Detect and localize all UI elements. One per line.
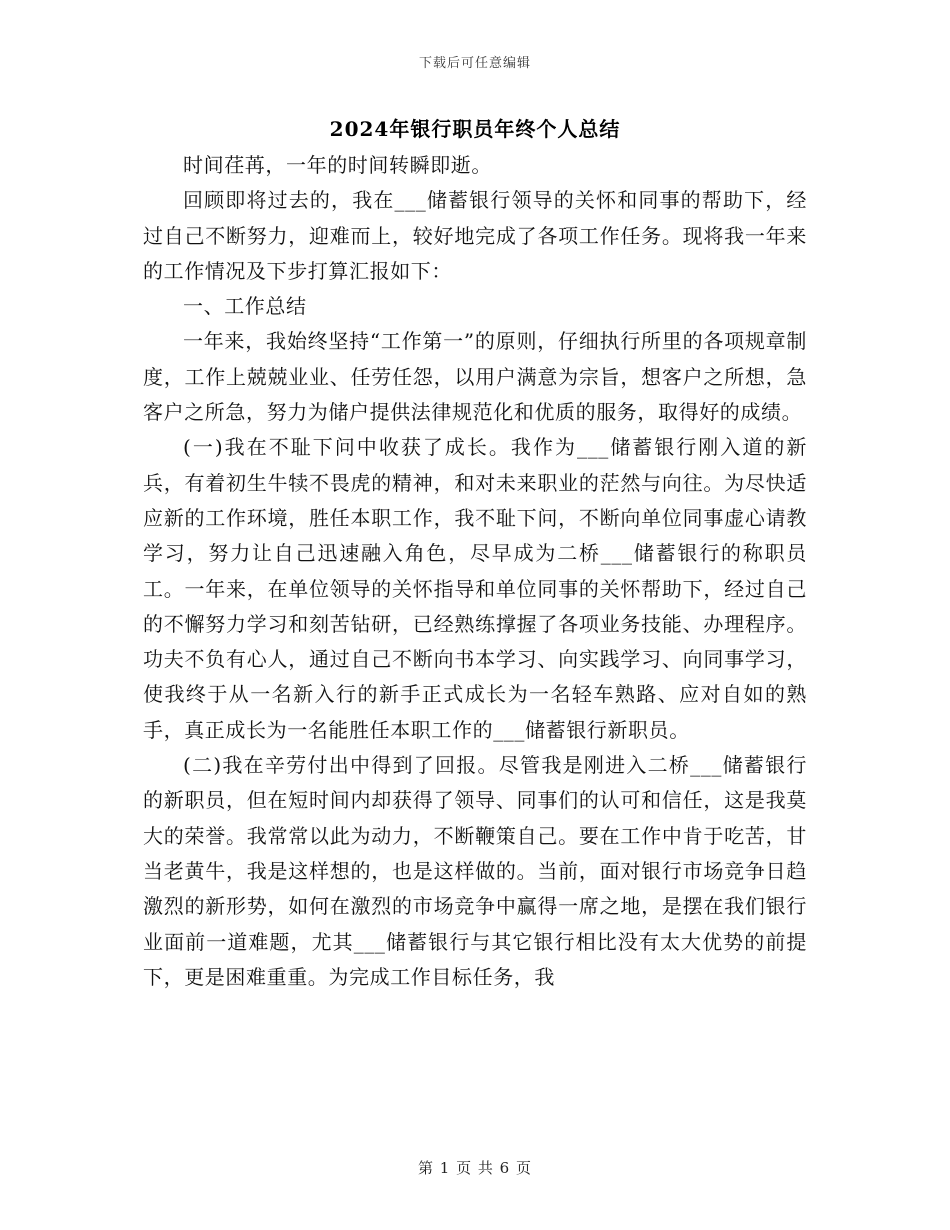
document-body bbox=[143, 148, 807, 995]
paragraph: (二)我在辛劳付出中得到了回报。尽管我是刚进入二桥___储蓄银行的新职员，但在短时间内却获得了领导、同事们的认可和信任，这是我莫大的荣誉。我常常以此为动力，不断鞭策自己。要在工作中肯于吃苦，甘当老黄牛，我是这样想的，也是这样做的。当前，面对银行市场竞争日趋激烈的新形势，如何在激烈的市场竞争中赢得一席之地，是摆在我们银行业面前一道难题，尤其___储蓄银行与其它银行相比没有太大优势的前提下，更是困难重重。为完成工作目标任务，我 bbox=[143, 753, 807, 989]
paragraph: (一)我在不耻下问中收获了成长。我作为___储蓄银行刚入道的新兵，有着初生牛犊不畏虎的精神，和对未来职业的茫然与向往。为尽快适应新的工作环境，胜任本职工作，我不耻下问，不断向单位同事虚心请教学习，努力让自己迅速融入角色，尽早成为二桥___储蓄银行的称职员工。一年来，在单位领导的关怀指导和单位同事的关怀帮助下，经过自己的不懈努力学习和刻苦钻研，已经熟练撑握了各项业务技能、办理程序。功夫不负有心人，通过自己不断向书本学习、向实践学习、向同事学习，使我终于从一名新入行的新手正式成长为一名轻车熟路、应对自如的熟手，真正成长为一名能胜任本职工作的___储蓄银行新职员。 bbox=[143, 435, 807, 742]
paragraph: 时间荏苒，一年的时间转瞬即逝。 bbox=[183, 153, 492, 177]
header-note: 下载后可任意编辑 bbox=[418, 56, 531, 71]
page-number: 第 1 页 共 6 页 bbox=[418, 1159, 532, 1177]
paragraph: 回顾即将过去的，我在___储蓄银行领导的关怀和同事的帮助下，经过自己不断努力，迎难而上，较好地完成了各项工作任务。现将我一年来的工作情况及下步打算汇报如下： bbox=[143, 188, 807, 283]
document-title: 2024年银行职员年终个人总结 bbox=[329, 117, 621, 141]
section-heading: 一、工作总结 bbox=[183, 294, 307, 319]
paragraph: 一年来，我始终坚持“工作第一”的原则，仔细执行所里的各项规章制度，工作上兢兢业业、任劳任怨，以用户满意为宗旨，想客户之所想，急客户之所急，努力为储户提供法律规范化和优质的服务，取得好的成绩。 bbox=[143, 329, 807, 425]
